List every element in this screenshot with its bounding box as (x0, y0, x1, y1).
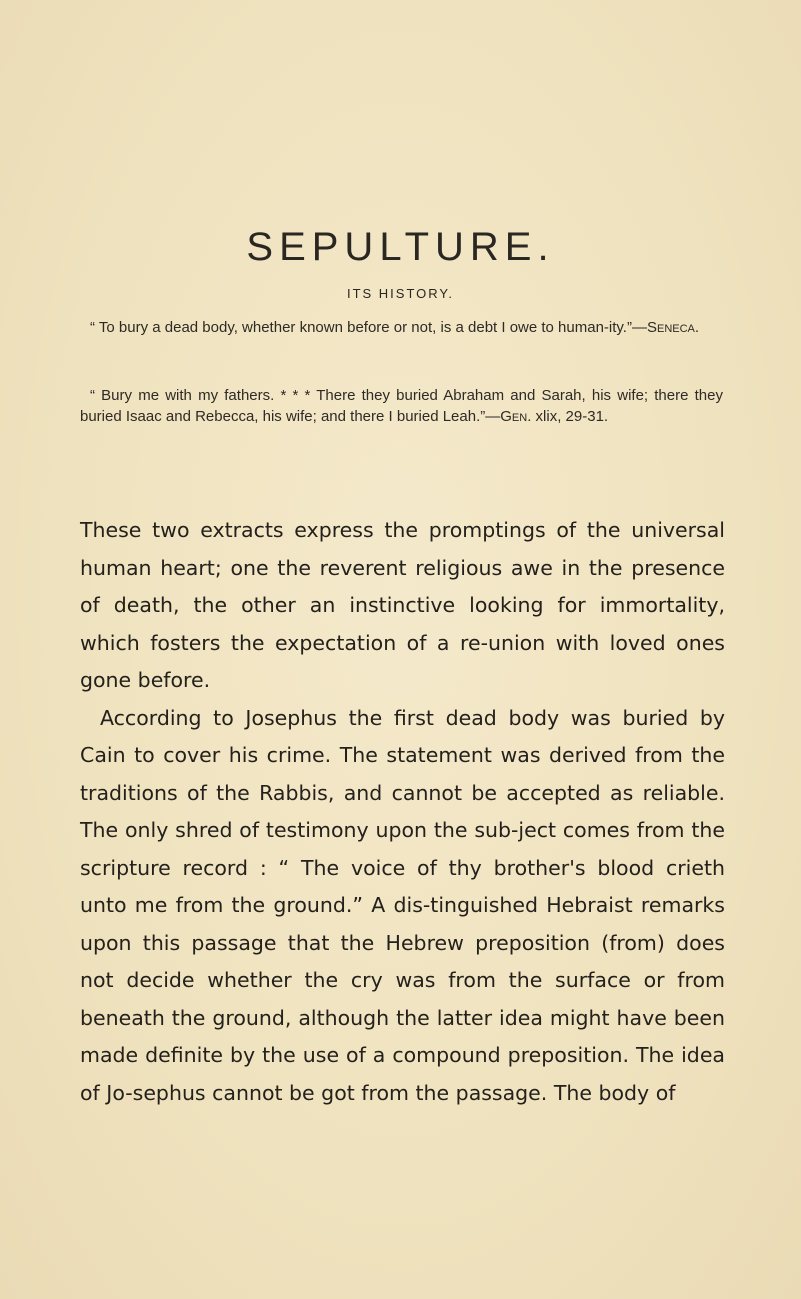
page-subtitle: ITS HISTORY. (346, 286, 455, 301)
paragraph: According to Josephus the first dead body was buried by Cain to cover his crime. The statement was derived from the traditions of the Rabbis, and cannot be accepted as reliable. The only shred of testimony upon the sub-ject comes from the scripture record : “ The voice of thy brother's blood crieth unto me from the ground.” A dis-tinguished Hebraist remarks upon this passage that the Hebrew preposition (from) does not decide whether the cry was from the surface or from beneath the ground, although the latter idea might have been made definite by the use of a compound preposition. The idea of Jo-sephus cannot be got from the passage. The body of (80, 705, 725, 1105)
body-text (80, 512, 725, 1112)
epigraph-seneca (80, 317, 723, 338)
paragraph: These two extracts express the promptings of the universal human heart; one the reverent religious awe in the presence of death, the other an instinctive looking for immortality, which fosters the expectation of a re-union with loved ones gone before. (80, 518, 725, 692)
epigraph-text: “ Bury me with my fathers. * * * There they buried Abraham and Sarah, his wife; there they buried Isaac and Rebecca, his wife; and there I buried Leah.”— (80, 387, 723, 425)
epigraph-genesis (80, 385, 723, 427)
epigraph-source: Seneca. (646, 319, 700, 336)
epigraph-reference: xlix, 29-31. (531, 408, 609, 425)
epigraph-text: “ To bury a dead body, whether known before or not, is a debt I owe to human-ity.”— (90, 319, 647, 336)
epigraph-source: Gen. (500, 408, 532, 425)
page-title: SEPULTURE. (246, 225, 555, 269)
